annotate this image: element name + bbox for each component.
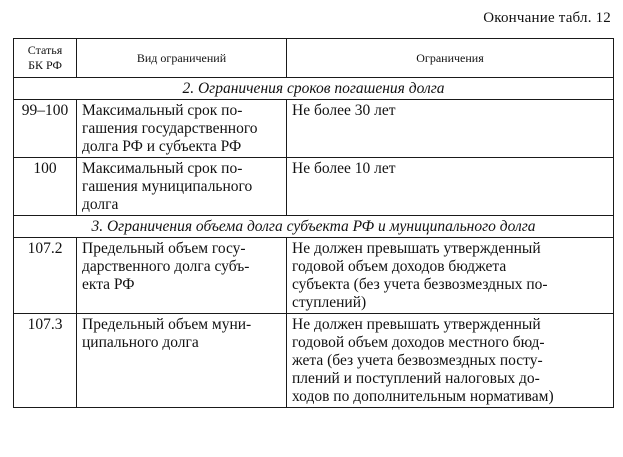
- header-article-line1: Статья: [27, 43, 63, 57]
- text-line: долга РФ и субъекта РФ: [82, 138, 242, 155]
- article-cell: 107.3: [14, 314, 77, 408]
- text-line: жета (без учета безвозмездных посту-: [292, 352, 543, 369]
- section-row: [14, 78, 614, 100]
- text-line: годовой объем доходов местного бюд-: [292, 334, 545, 351]
- article-cell: 100: [14, 158, 77, 216]
- section-title: 2. Ограничения сроков погашения долга: [14, 78, 614, 100]
- table-header-row: [14, 39, 614, 78]
- text-line: плений и поступлений налоговых до-: [292, 370, 540, 387]
- text-line: Предельный объем муни-: [82, 316, 252, 333]
- text-line: субъекта (без учета безвозмездных по-: [292, 276, 548, 293]
- section-row: [14, 216, 614, 238]
- header-article: [14, 39, 77, 78]
- restriction-type-cell: [77, 100, 287, 158]
- restriction-cell: [287, 100, 614, 158]
- text-line: Не должен превышать утвержденный: [292, 316, 541, 333]
- table-row: [14, 100, 614, 158]
- text-line: гашения муниципального: [82, 178, 253, 195]
- text-line: Не более 30 лет: [292, 102, 396, 119]
- header-restrictions: Ограничения: [287, 39, 614, 78]
- table-row: [14, 158, 614, 216]
- text-line: ступлений): [292, 294, 367, 311]
- text-line: Не должен превышать утвержденный: [292, 240, 541, 257]
- article-cell: 107.2: [14, 238, 77, 314]
- header-restriction-type: Вид ограничений: [77, 39, 287, 78]
- text-line: ходов по дополнительным нормативам): [292, 388, 554, 405]
- table-row: [14, 238, 614, 314]
- restriction-cell: [287, 314, 614, 408]
- text-line: екта РФ: [82, 276, 135, 293]
- text-line: Максимальный срок по-: [82, 102, 243, 119]
- text-line: Не более 10 лет: [292, 160, 396, 177]
- restriction-type-cell: [77, 238, 287, 314]
- article-cell: 99–100: [14, 100, 77, 158]
- restriction-type-cell: [77, 158, 287, 216]
- text-line: годовой объем доходов бюджета: [292, 258, 507, 275]
- table-caption: Окончание табл. 12: [483, 10, 611, 26]
- text-line: Максимальный срок по-: [82, 160, 243, 177]
- header-article-line2: БК РФ: [28, 58, 62, 72]
- text-line: ципального долга: [82, 334, 199, 351]
- text-line: долга: [82, 196, 119, 213]
- text-line: дарственного долга субъ-: [82, 258, 250, 275]
- table-row: [14, 314, 614, 408]
- text-line: Предельный объем госу-: [82, 240, 246, 257]
- restriction-type-cell: [77, 314, 287, 408]
- restrictions-table: [13, 38, 614, 408]
- section-title: 3. Ограничения объема долга субъекта РФ и муниципального долга: [14, 216, 614, 238]
- text-line: гашения государственного: [82, 120, 258, 137]
- restriction-cell: [287, 158, 614, 216]
- restriction-cell: [287, 238, 614, 314]
